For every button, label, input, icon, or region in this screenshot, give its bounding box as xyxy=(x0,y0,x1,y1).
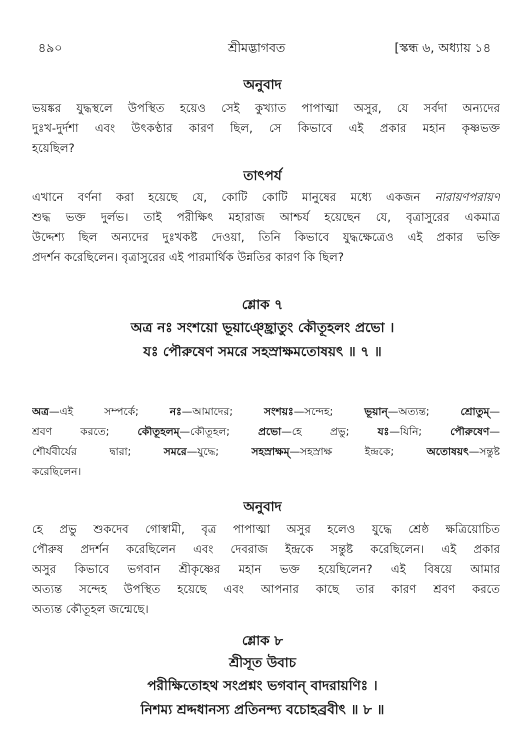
translation-heading: অনুবাদ xyxy=(243,499,282,515)
purport-heading: তাৎপর্য xyxy=(243,168,282,184)
translation-paragraph xyxy=(32,519,500,619)
verse-8-speaker: শ্রীসূত উবাচ xyxy=(228,655,297,671)
purport-paragraph xyxy=(32,187,500,267)
synonym-line: শৌর্যবীর্যের দ্বারা; সমরে—যুদ্ধে; সহস্রাক্ষম্—সহস্রাক্ষ ইন্দ্রকে; অতোষয়ৎ—সন্তুষ্ট xyxy=(32,446,500,458)
text-line: ভয়ঙ্কর যুদ্ধস্থলে উপস্থিত হয়েও সেই কুখ্যাত পাপাত্মা অসুর, যে সর্বদা অন্যদের xyxy=(32,101,500,115)
translation-paragraph xyxy=(32,98,500,158)
verse-7-heading: শ্লোক ৭ xyxy=(241,297,284,313)
synonym-line: করেছিলেন। xyxy=(32,466,82,478)
verse-line: পরীক্ষিতোহথ সংপ্রশ্নং ভগবান্ বাদরায়ণিঃ । xyxy=(147,678,378,694)
synonym-line: অত্র—এই সম্পর্কে; নঃ—আমাদের; সংশয়ঃ—সন্দেহ; ভূয়ান্—অত্যন্ত; শ্রোতুম্— xyxy=(32,406,500,418)
synonym-line: শ্রবণ করতে; কৌতূহলম্—কৌতূহল; প্রভো—হে প্রভু; যঃ—যিনি; পৌরুষেণ— xyxy=(32,426,500,438)
text-line: হয়েছিল? xyxy=(32,141,75,155)
verse-line: যঃ পৌরুষেণ সমরে সহস্রাক্ষমতোষয়ৎ ॥ ৭ ॥ xyxy=(143,344,382,360)
text-line: এখানে বর্ণনা করা হয়েছে যে, কোটি কোটি মানুষের মধ্যে একজন নারায়ণপরায়ণ xyxy=(32,190,500,204)
running-header xyxy=(38,40,491,58)
verse-line: অত্র নঃ সংশয়ো ভূয়াঞ্ছ্রোতুং কৌতূহলং প্রভো । xyxy=(130,320,395,336)
verse-8-heading: শ্লোক ৮ xyxy=(241,633,284,649)
text-line: হে প্রভু শুকদেব গোস্বামী, বৃত্র পাপাত্মা অসুর হলেও যুদ্ধে শ্রেষ্ঠ ক্ষত্রিয়োচিত xyxy=(32,522,500,536)
text-line: অসুর কিভাবে ভগবান শ্রীকৃষ্ণের মহান ভক্ত হয়েছিলেন? এই বিষয়ে আমার xyxy=(32,562,500,576)
book-title: শ্রীমদ্ভাগবত xyxy=(228,40,286,55)
translation-heading: অনুবাদ xyxy=(243,77,282,93)
italic-term: নারায়ণপরায়ণ xyxy=(434,190,500,204)
page-number: ৪৯০ xyxy=(38,40,63,55)
verse-line: নিশম্য শ্রদ্দধানস্য প্রতিনন্দ্য বচোহব্রবীৎ ॥ ৮ ॥ xyxy=(140,702,385,718)
canto-chapter: [স্কন্ধ ৬, অধ্যায় ১৪ xyxy=(394,40,491,55)
text-line: অত্যন্ত সন্দেহ উপস্থিত হয়েছে এবং আপনার কাছে তার কারণ শ্রবণ করতে xyxy=(32,582,500,596)
word-for-word-synonyms xyxy=(32,402,500,482)
text-line: দুঃখ-দুর্দশা এবং উৎকণ্ঠার কারণ ছিল, সে কিভাবে এই প্রকার মহান কৃষ্ণভক্ত xyxy=(32,121,500,135)
text-line: শুদ্ধ ভক্ত দুর্লভ। তাই পরীক্ষিৎ মহারাজ আশ্চর্য হয়েছেন যে, বৃত্রাসুরের একমাত্র xyxy=(32,210,500,224)
text-line: অত্যন্ত কৌতূহল জন্মেছে। xyxy=(32,602,149,616)
verse-8-text xyxy=(0,674,525,722)
text-line: প্রদর্শন করেছিলেন। বৃত্রাসুরের এই পারমার্থিক উন্নতির কারণ কি ছিল? xyxy=(32,250,344,264)
text-line: উদ্দেশ্য ছিল অন্যদের দুঃখকষ্ট দেওয়া, তিনি কিভাবে যুদ্ধক্ষেত্রেও এই প্রকার ভক্তি xyxy=(32,230,500,244)
text-line: পৌরুষ প্রদর্শন করেছিলেন এবং দেবরাজ ইন্দ্রকে সন্তুষ্ট করেছিলেন। এই প্রকার xyxy=(32,542,500,556)
verse-7-text xyxy=(0,316,525,364)
